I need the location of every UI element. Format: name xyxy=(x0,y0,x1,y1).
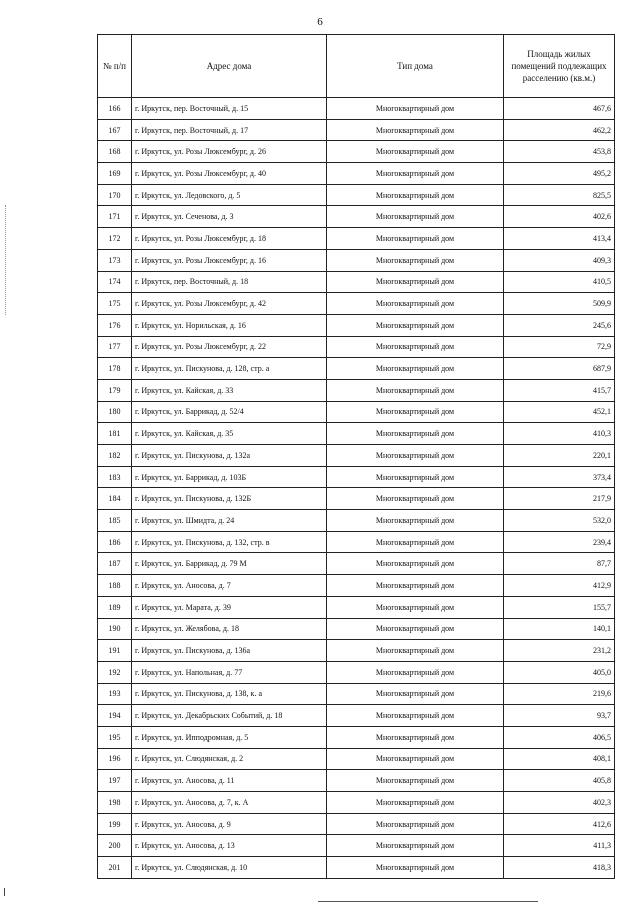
table-row xyxy=(98,531,615,553)
cell-area: 687,9 xyxy=(504,358,615,380)
cell-type: Многоквартирный дом xyxy=(327,618,504,640)
table-row xyxy=(98,401,615,423)
cell-address: г. Иркутск, ул. Пискунова, д. 132а xyxy=(132,445,327,467)
cell-address: г. Иркутск, ул. Пискунова, д. 132Б xyxy=(132,488,327,510)
cell-area: 402,6 xyxy=(504,206,615,228)
table-row xyxy=(98,618,615,640)
table-row xyxy=(98,553,615,575)
cell-area: 418,3 xyxy=(504,857,615,879)
cell-area: 412,9 xyxy=(504,575,615,597)
cell-type: Многоквартирный дом xyxy=(327,770,504,792)
header-address: Адрес дома xyxy=(132,35,327,98)
cell-area: 405,8 xyxy=(504,770,615,792)
table-header-row xyxy=(98,35,615,98)
cell-num: 181 xyxy=(98,423,132,445)
cell-num: 194 xyxy=(98,705,132,727)
cell-area: 410,3 xyxy=(504,423,615,445)
cell-num: 174 xyxy=(98,271,132,293)
cell-area: 410,5 xyxy=(504,271,615,293)
cell-address: г. Иркутск, ул. Розы Люксембург, д. 42 xyxy=(132,293,327,315)
cell-address: г. Иркутск, ул. Ипподромная, д. 5 xyxy=(132,726,327,748)
cell-num: 173 xyxy=(98,249,132,271)
table-row xyxy=(98,466,615,488)
bottom-stroke xyxy=(318,901,538,902)
cell-address: г. Иркутск, ул. Пискунова, д. 138, к. а xyxy=(132,683,327,705)
cell-num: 200 xyxy=(98,835,132,857)
cell-type: Многоквартирный дом xyxy=(327,163,504,185)
table-row xyxy=(98,358,615,380)
cell-address: г. Иркутск, ул. Кайская, д. 35 xyxy=(132,423,327,445)
table-row xyxy=(98,748,615,770)
table-row xyxy=(98,792,615,814)
cell-num: 197 xyxy=(98,770,132,792)
cell-area: 231,2 xyxy=(504,640,615,662)
housing-table xyxy=(97,34,615,879)
table-row xyxy=(98,423,615,445)
cell-area: 413,4 xyxy=(504,228,615,250)
cell-area: 453,8 xyxy=(504,141,615,163)
cell-address: г. Иркутск, ул. Баррикад, д. 103Б xyxy=(132,466,327,488)
cell-type: Многоквартирный дом xyxy=(327,553,504,575)
cell-address: г. Иркутск, ул. Розы Люксембург, д. 18 xyxy=(132,228,327,250)
cell-address: г. Иркутск, пер. Восточный, д. 17 xyxy=(132,119,327,141)
table-row xyxy=(98,770,615,792)
table-row xyxy=(98,336,615,358)
cell-address: г. Иркутск, ул. Марата, д. 39 xyxy=(132,596,327,618)
cell-address: г. Иркутск, ул. Аносова, д. 13 xyxy=(132,835,327,857)
cell-num: 179 xyxy=(98,379,132,401)
table-row xyxy=(98,271,615,293)
cell-type: Многоквартирный дом xyxy=(327,705,504,727)
cell-address: г. Иркутск, пер. Восточный, д. 18 xyxy=(132,271,327,293)
cell-address: г. Иркутск, ул. Пискунова, д. 132, стр. в xyxy=(132,531,327,553)
cell-address: г. Иркутск, ул. Баррикад, д. 79 М xyxy=(132,553,327,575)
cell-area: 87,7 xyxy=(504,553,615,575)
header-area: Площадь жилых помещений подлежащих расселению (кв.м.) xyxy=(504,35,615,98)
table-row xyxy=(98,293,615,315)
cell-num: 191 xyxy=(98,640,132,662)
cell-address: г. Иркутск, ул. Пискунова, д. 136а xyxy=(132,640,327,662)
cell-num: 168 xyxy=(98,141,132,163)
table-row xyxy=(98,726,615,748)
cell-type: Многоквартирный дом xyxy=(327,314,504,336)
cell-area: 408,1 xyxy=(504,748,615,770)
cell-area: 412,6 xyxy=(504,813,615,835)
cell-type: Многоквартирный дом xyxy=(327,510,504,532)
cell-type: Многоквартирный дом xyxy=(327,206,504,228)
cell-area: 825,5 xyxy=(504,184,615,206)
table-row xyxy=(98,445,615,467)
cell-num: 198 xyxy=(98,792,132,814)
cell-type: Многоквартирный дом xyxy=(327,661,504,683)
margin-dotted-line xyxy=(5,205,8,315)
table-row xyxy=(98,661,615,683)
cell-area: 140,1 xyxy=(504,618,615,640)
cell-address: г. Иркутск, пер. Восточный, д. 15 xyxy=(132,98,327,120)
header-num: № п/п xyxy=(98,35,132,98)
cell-area: 495,2 xyxy=(504,163,615,185)
cell-area: 405,0 xyxy=(504,661,615,683)
cell-type: Многоквартирный дом xyxy=(327,596,504,618)
cell-num: 171 xyxy=(98,206,132,228)
cell-address: г. Иркутск, ул. Розы Люксембург, д. 22 xyxy=(132,336,327,358)
cell-area: 406,5 xyxy=(504,726,615,748)
cell-area: 415,7 xyxy=(504,379,615,401)
table-row xyxy=(98,141,615,163)
table-row xyxy=(98,184,615,206)
table-row xyxy=(98,314,615,336)
cell-area: 467,6 xyxy=(504,98,615,120)
table-row xyxy=(98,228,615,250)
cell-num: 177 xyxy=(98,336,132,358)
cell-area: 219,6 xyxy=(504,683,615,705)
table-row xyxy=(98,705,615,727)
cell-address: г. Иркутск, ул. Аносова, д. 11 xyxy=(132,770,327,792)
cell-num: 199 xyxy=(98,813,132,835)
cell-address: г. Иркутск, ул. Декабрьских Событий, д. 18 xyxy=(132,705,327,727)
cell-type: Многоквартирный дом xyxy=(327,423,504,445)
cell-address: г. Иркутск, ул. Аносова, д. 9 xyxy=(132,813,327,835)
cell-area: 155,7 xyxy=(504,596,615,618)
cell-address: г. Иркутск, ул. Пискунова, д. 128, стр. а xyxy=(132,358,327,380)
cell-address: г. Иркутск, ул. Сеченова, д. 3 xyxy=(132,206,327,228)
cell-area: 93,7 xyxy=(504,705,615,727)
cell-area: 245,6 xyxy=(504,314,615,336)
cell-type: Многоквартирный дом xyxy=(327,575,504,597)
cell-address: г. Иркутск, ул. Слюдянская, д. 2 xyxy=(132,748,327,770)
cell-num: 189 xyxy=(98,596,132,618)
cell-area: 411,3 xyxy=(504,835,615,857)
header-type: Тип дома xyxy=(327,35,504,98)
table-row xyxy=(98,813,615,835)
cell-address: г. Иркутск, ул. Слюдянская, д. 10 xyxy=(132,857,327,879)
cell-area: 402,3 xyxy=(504,792,615,814)
cell-address: г. Иркутск, ул. Шмидта, д. 24 xyxy=(132,510,327,532)
cell-type: Многоквартирный дом xyxy=(327,683,504,705)
cell-num: 190 xyxy=(98,618,132,640)
table-row xyxy=(98,98,615,120)
cell-area: 217,9 xyxy=(504,488,615,510)
cell-type: Многоквартирный дом xyxy=(327,748,504,770)
table-row xyxy=(98,163,615,185)
cell-type: Многоквартирный дом xyxy=(327,271,504,293)
cell-type: Многоквартирный дом xyxy=(327,835,504,857)
cell-area: 532,0 xyxy=(504,510,615,532)
cell-num: 172 xyxy=(98,228,132,250)
cell-area: 452,1 xyxy=(504,401,615,423)
table-row xyxy=(98,575,615,597)
cell-type: Многоквартирный дом xyxy=(327,792,504,814)
cell-area: 373,4 xyxy=(504,466,615,488)
table-row xyxy=(98,510,615,532)
cell-type: Многоквартирный дом xyxy=(327,640,504,662)
cell-num: 187 xyxy=(98,553,132,575)
cell-num: 184 xyxy=(98,488,132,510)
cell-type: Многоквартирный дом xyxy=(327,488,504,510)
table-row xyxy=(98,249,615,271)
table-row xyxy=(98,596,615,618)
cell-area: 220,1 xyxy=(504,445,615,467)
cell-num: 180 xyxy=(98,401,132,423)
table-row xyxy=(98,119,615,141)
table-row xyxy=(98,206,615,228)
cell-area: 72,9 xyxy=(504,336,615,358)
cell-type: Многоквартирный дом xyxy=(327,119,504,141)
cell-type: Многоквартирный дом xyxy=(327,445,504,467)
cell-address: г. Иркутск, ул. Желябова, д. 18 xyxy=(132,618,327,640)
page-number: 6 xyxy=(317,16,323,28)
cell-num: 183 xyxy=(98,466,132,488)
table-row xyxy=(98,683,615,705)
cell-type: Многоквартирный дом xyxy=(327,466,504,488)
cell-address: г. Иркутск, ул. Ледовского, д. 5 xyxy=(132,184,327,206)
table-row xyxy=(98,640,615,662)
cell-type: Многоквартирный дом xyxy=(327,531,504,553)
cell-num: 186 xyxy=(98,531,132,553)
cell-area: 239,4 xyxy=(504,531,615,553)
cell-num: 195 xyxy=(98,726,132,748)
cell-num: 185 xyxy=(98,510,132,532)
cell-num: 201 xyxy=(98,857,132,879)
cell-num: 188 xyxy=(98,575,132,597)
cell-address: г. Иркутск, ул. Аносова, д. 7 xyxy=(132,575,327,597)
table-row xyxy=(98,857,615,879)
cell-area: 462,2 xyxy=(504,119,615,141)
cell-address: г. Иркутск, ул. Розы Люксембург, д. 40 xyxy=(132,163,327,185)
cell-address: г. Иркутск, ул. Баррикад, д. 52/4 xyxy=(132,401,327,423)
cell-type: Многоквартирный дом xyxy=(327,857,504,879)
table-row xyxy=(98,379,615,401)
cell-type: Многоквартирный дом xyxy=(327,184,504,206)
cell-type: Многоквартирный дом xyxy=(327,293,504,315)
cell-address: г. Иркутск, ул. Розы Люксембург, д. 26 xyxy=(132,141,327,163)
cell-num: 175 xyxy=(98,293,132,315)
cell-num: 182 xyxy=(98,445,132,467)
table-row xyxy=(98,835,615,857)
cell-address: г. Иркутск, ул. Аносова, д. 7, к. А xyxy=(132,792,327,814)
cell-type: Многоквартирный дом xyxy=(327,141,504,163)
cell-num: 192 xyxy=(98,661,132,683)
cell-area: 509,9 xyxy=(504,293,615,315)
cell-type: Многоквартирный дом xyxy=(327,726,504,748)
cell-num: 170 xyxy=(98,184,132,206)
cell-type: Многоквартирный дом xyxy=(327,813,504,835)
cell-type: Многоквартирный дом xyxy=(327,401,504,423)
cell-type: Многоквартирный дом xyxy=(327,358,504,380)
cell-address: г. Иркутск, ул. Розы Люксембург, д. 16 xyxy=(132,249,327,271)
cell-type: Многоквартирный дом xyxy=(327,228,504,250)
table-body xyxy=(98,98,615,879)
cell-type: Многоквартирный дом xyxy=(327,336,504,358)
cell-num: 193 xyxy=(98,683,132,705)
cell-type: Многоквартирный дом xyxy=(327,379,504,401)
cell-num: 196 xyxy=(98,748,132,770)
cell-address: г. Иркутск, ул. Кайская, д. 33 xyxy=(132,379,327,401)
cell-type: Многоквартирный дом xyxy=(327,98,504,120)
corner-mark xyxy=(4,888,5,896)
cell-area: 409,3 xyxy=(504,249,615,271)
cell-num: 178 xyxy=(98,358,132,380)
cell-num: 169 xyxy=(98,163,132,185)
cell-address: г. Иркутск, ул. Норильская, д. 16 xyxy=(132,314,327,336)
cell-address: г. Иркутск, ул. Напольная, д. 77 xyxy=(132,661,327,683)
cell-num: 176 xyxy=(98,314,132,336)
table-row xyxy=(98,488,615,510)
cell-type: Многоквартирный дом xyxy=(327,249,504,271)
cell-num: 166 xyxy=(98,98,132,120)
cell-num: 167 xyxy=(98,119,132,141)
